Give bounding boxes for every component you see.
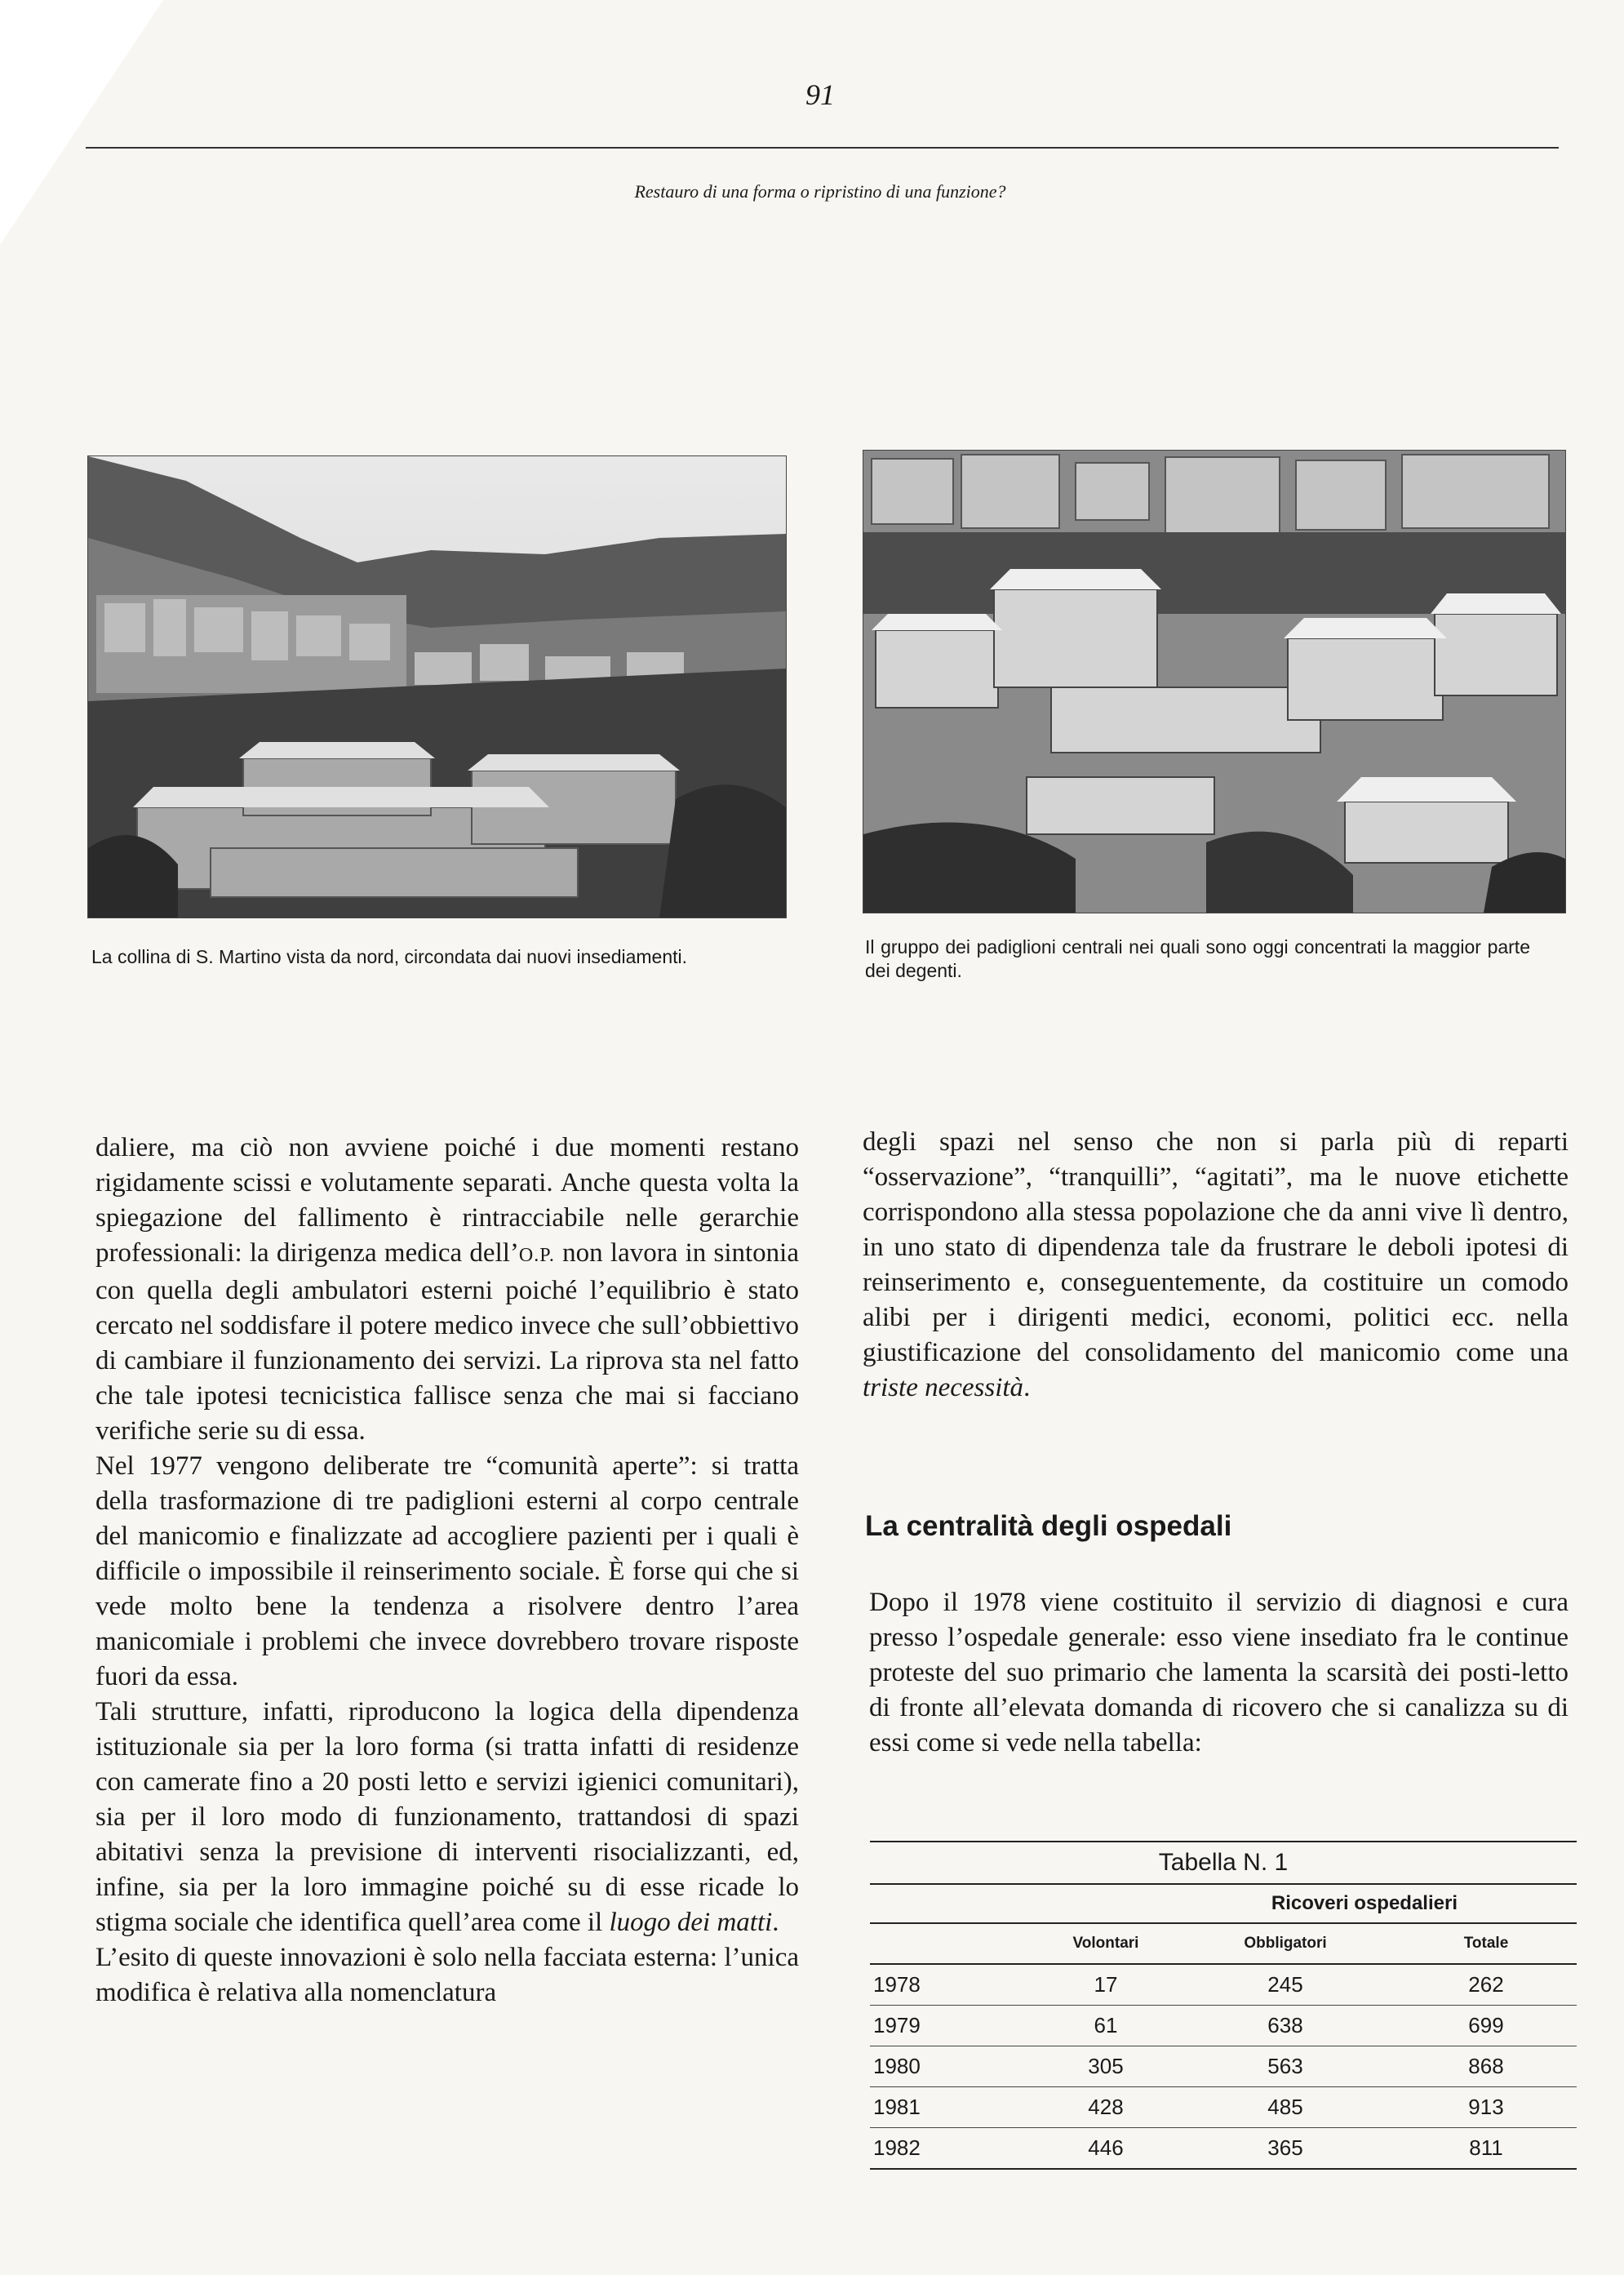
table-cell: 485 bbox=[1267, 2095, 1303, 2119]
page-number: 91 bbox=[805, 78, 835, 111]
admissions-table bbox=[870, 1841, 1577, 2170]
table-cell: 811 bbox=[1469, 2135, 1503, 2160]
right-text-column-bottom bbox=[869, 1585, 1569, 1761]
table-cell: 563 bbox=[1267, 2054, 1303, 2078]
table-header-cell: Totale bbox=[1463, 1935, 1509, 1952]
left-paragraph-1 bbox=[95, 1131, 799, 1449]
table-cell: 262 bbox=[1468, 1972, 1504, 1997]
table-row bbox=[870, 2128, 1577, 2168]
table-title: Tabella N. 1 bbox=[1158, 1849, 1289, 1876]
table-cell: 61 bbox=[1094, 2013, 1118, 2037]
folded-page-corner bbox=[0, 0, 163, 245]
table-cell: 17 bbox=[1094, 1972, 1118, 1997]
left-text-column bbox=[95, 1131, 799, 2011]
left-paragraph-3-text: Tali strutture, infatti, riproducono la logica della dipendenza istituzionale sia per la loro forma (si tratta infatti di residenze con camerate fino a 20 posti letto e servizi igienici comunitari), sia per il loro modo di funzionamento, trattandosi di spazi abitativi senza la previsione di interventi risocializzanti, ed, infine, sia per la loro immagine poiché su di esse ricade lo stigma sociale che identifica quell’area come il bbox=[95, 1697, 799, 1937]
table-header-cell: Obbligatori bbox=[1244, 1935, 1327, 1952]
table-cell: 913 bbox=[1468, 2095, 1504, 2119]
table-group-header: Ricoveri ospedalieri bbox=[1271, 1892, 1458, 1914]
header-rule bbox=[86, 147, 1559, 149]
right-paragraph-2: Dopo il 1978 viene costituito il servizio di diagnosi e cura presso l’ospedale generale: esso viene insediato fra le continue proteste del suo primario che lamenta la scarsità dei posti-letto di fronte all’elevata domanda di ricovero che si canalizza su di essi come si vede nella tabella: bbox=[869, 1588, 1569, 1757]
table-row bbox=[870, 2087, 1577, 2127]
table-header-cell: Volontari bbox=[1072, 1935, 1139, 1952]
left-paragraph-1-rest: non lavora in sintonia con quella degli ambulatori esterni poiché l’equilibrio è stato cercato nel soddisfare il potere medico invece che sull’obbiettivo di cambiare il funzionamento dei servizi. La riprova sta nel fatto che tale ipotesi tecnicistica fallisce senza che mai si facciano verifiche serie su di essa. bbox=[95, 1238, 799, 1446]
left-paragraph-2: Nel 1977 vengono deliberate tre “comunità aperte”: si tratta della trasformazione di tre padiglioni esterni al corpo centrale del manicomio e finalizzate ad accogliere pazienti per i quali è difficile o impossibile il reinserimento sociale. È forse qui che si vede molto bene la tendenza a risolvere dentro l’area manicomiale i problemi che invece dovrebbero trovare risposte fuori da essa. bbox=[95, 1451, 799, 1691]
left-paragraph-1-text: daliere, ma ciò non avviene poiché i due momenti restano rigidamente scissi e volutamente separati. Anche questa volta la spiegazione del fallimento è rintracciabile nelle gerarchie professionali: la dirigenza medica dell’ bbox=[95, 1133, 799, 1268]
photo-pavilions-image bbox=[863, 451, 1565, 913]
table-cell: 699 bbox=[1468, 2013, 1504, 2037]
photo-caption-1: La collina di S. Martino vista da nord, circondata dai nuovi insediamenti. bbox=[91, 946, 688, 967]
table-cell: 446 bbox=[1088, 2135, 1124, 2160]
table-cell: 245 bbox=[1267, 1972, 1303, 1997]
right-paragraph-1 bbox=[863, 1125, 1569, 1406]
table-row bbox=[870, 2046, 1577, 2086]
right-paragraph-1-text: degli spazi nel senso che non si parla più di reparti “osservazione”, “tranquilli”, “agitati”, ma le nuove etichette corrispondono alla stessa popolazione che da anni vive lì dentro, in uno stato di dipendenza tale da frustrare le deboli ipotesi di reinserimento e, conseguentemente, da costituire un comodo alibi per i dirigenti medici, economi, politici ecc. nella giustificazione del consolidamento del manicomio come una bbox=[863, 1127, 1569, 1367]
table-cell: 1981 bbox=[873, 2095, 921, 2119]
photo-san-martino-image bbox=[88, 456, 786, 918]
right-text-column-top bbox=[863, 1125, 1569, 1406]
table-header-row bbox=[870, 1924, 1577, 1963]
photo-caption-2: Il gruppo dei padiglioni centrali nei quali sono oggi concentrati la maggior parte dei degenti. bbox=[865, 936, 1530, 981]
table-cell: 1978 bbox=[873, 1972, 921, 1997]
table-cell: 638 bbox=[1267, 2013, 1303, 2037]
photo-san-martino-hill bbox=[87, 455, 787, 918]
running-head: Restauro di una forma o ripristino di una funzione? bbox=[634, 181, 1006, 202]
right-paragraph-1-italic: triste necessità bbox=[863, 1373, 1024, 1402]
photo-central-pavilions bbox=[863, 450, 1566, 913]
right-paragraph-1-end: . bbox=[1023, 1373, 1031, 1402]
table-cell: 868 bbox=[1468, 2054, 1504, 2078]
table-cell: 428 bbox=[1088, 2095, 1124, 2119]
left-paragraph-3-italic: luogo dei matti bbox=[609, 1908, 773, 1937]
table-cell: 365 bbox=[1267, 2135, 1303, 2160]
table-cell: 1980 bbox=[873, 2054, 921, 2078]
left-paragraph-4: L’esito di queste innovazioni è solo nella facciata esterna: l’unica modifica è relativa alla nomenclatura bbox=[95, 1943, 799, 2007]
table-cell: 305 bbox=[1088, 2054, 1124, 2078]
section-heading: La centralità degli ospedali bbox=[865, 1510, 1232, 1542]
table-cell: 1982 bbox=[873, 2135, 921, 2160]
table-row bbox=[870, 1965, 1577, 2005]
op-abbreviation: O.P. bbox=[518, 1245, 555, 1266]
left-paragraph-3 bbox=[95, 1695, 799, 1940]
table-cell: 1979 bbox=[873, 2013, 921, 2037]
table-row bbox=[870, 2006, 1577, 2046]
left-paragraph-3-end: . bbox=[772, 1908, 779, 1937]
table-bottom-rule bbox=[870, 2168, 1577, 2170]
